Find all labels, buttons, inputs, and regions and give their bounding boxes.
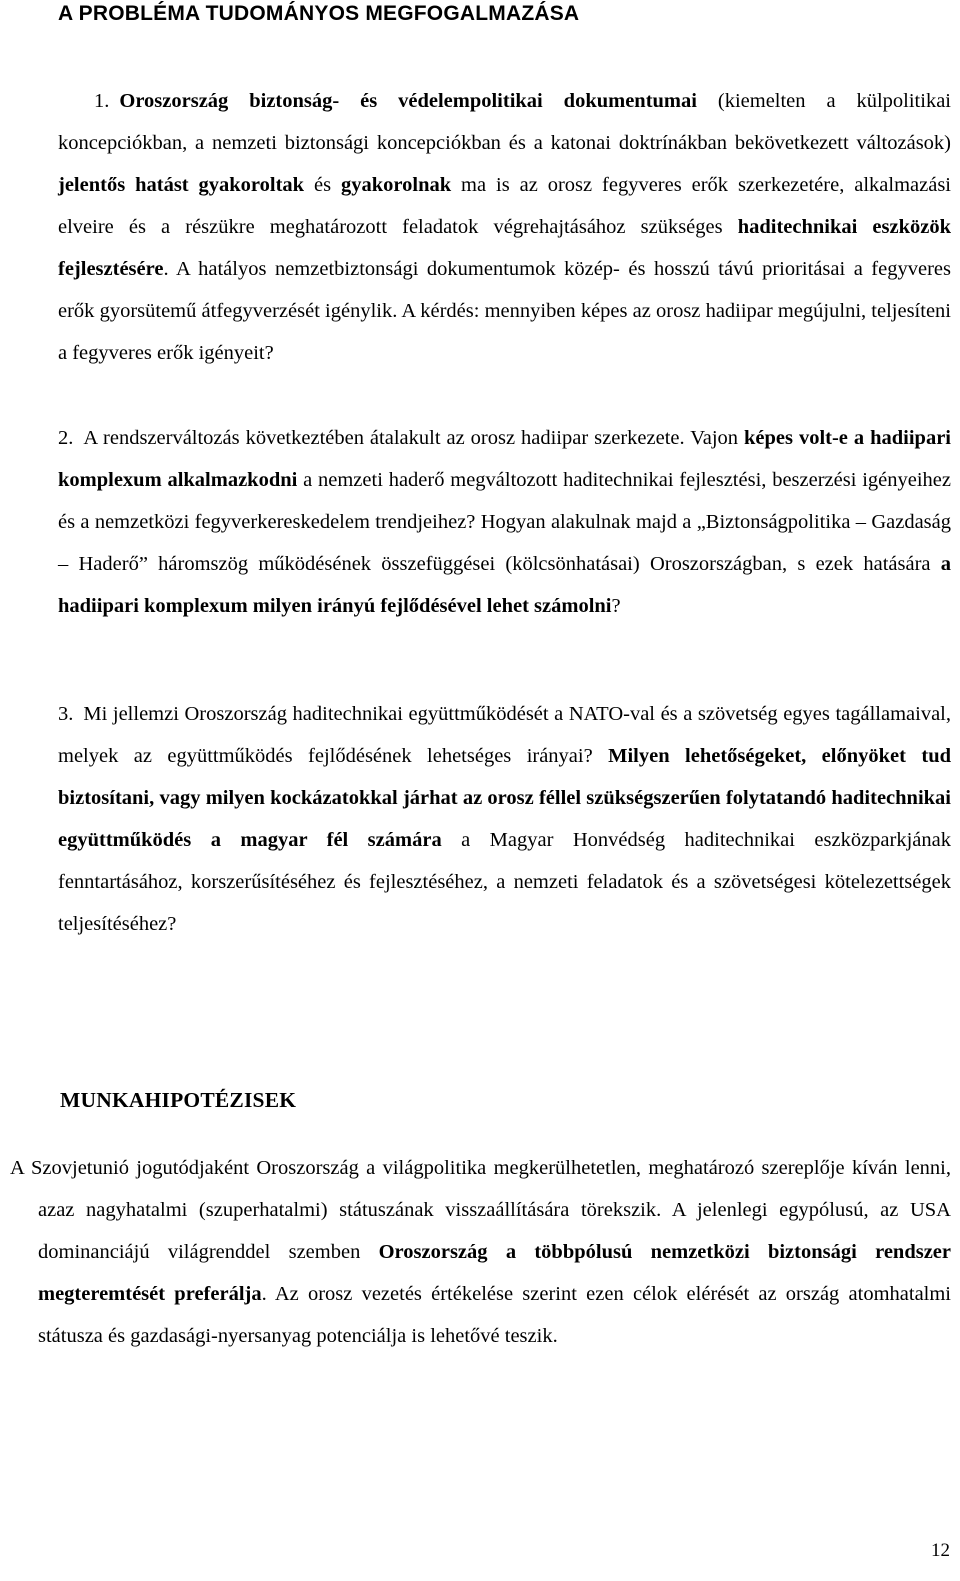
hypotheses-heading: MUNKAHIPOTÉZISEK <box>60 1088 297 1112</box>
question-3 <box>58 693 951 945</box>
item-number: 2. <box>58 427 74 449</box>
bold-text: Oroszország biztonság- és védelempolitikai dokumentumai <box>119 90 697 112</box>
section-title: A PROBLÉMA TUDOMÁNYOS MEGFOGALMAZÁSA <box>58 2 580 25</box>
text: . Az orosz vezetés értékelése szerint ezen célok elérését az ország atomhatalmi státusza és gazdasági-nyersanyag potenciálja is lehetővé teszik. <box>38 1283 952 1347</box>
text: a nemzeti haderő megváltozott haditechnikai fejlesztési, beszerzési igényeihez és a nemzetközi fegyverkereskedelem trendjeihez? Hogyan alakulnak majd a „Biztonságpolitika – Gazdaság – Haderő” háromszög működésének összefüggései (kölcsönhatásai) Oroszországban, s ezek hatására <box>58 469 951 575</box>
question-2 <box>58 417 951 627</box>
text: a Magyar Honvédség haditechnikai eszközparkjának fenntartásához, korszerűsítéséhez és fejlesztéséhez, a nemzeti feladatok és a szövetségesi kötelezettségek teljesítéséhez? <box>58 829 951 935</box>
bold-text: jelentős hatást gyakoroltak <box>58 174 305 196</box>
hypothesis-1 <box>0 1147 951 1357</box>
text: . A hatályos nemzetbiztonsági dokumentumok közép- és hosszú távú prioritásai a fegyveres erők gyorsütemű átfegyverzését igénylik. A kérdés: mennyiben képes az orosz hadiipar megújulni, teljesíteni a fegyveres erők igényeit? <box>58 258 951 364</box>
question-1 <box>58 80 951 374</box>
bold-text: Oroszország a többpólusú nemzetközi biztonsági rendszer megteremtését preferálja <box>38 1241 951 1305</box>
text: A rendszerváltozás következtében átalakult az orosz hadiipar szerkezete. Vajon <box>83 427 745 449</box>
bold-text: Milyen lehetőségeket, előnyöket tud biztosítani, vagy milyen kockázatokkal járhat az orosz féllel szükségszerűen folytatandó haditechnikai együttműködés a magyar fél számára <box>58 745 951 851</box>
text: és <box>304 174 341 196</box>
bold-text: haditechnikai eszközök fejlesztésére <box>58 216 951 280</box>
item-number: 3. <box>58 703 74 725</box>
text: (kiemelten a külpolitikai koncepciókban, a nemzeti biztonsági koncepciókban és a katonai doktrínákban bekövetkezett változások) <box>58 90 951 154</box>
bold-text: képes volt-e a hadiipari komplexum alkalmazkodni <box>58 427 951 491</box>
text: A Szovjetunió jogutódjaként Oroszország a világpolitika megkerülhetetlen, meghatározó szereplője kíván lenni, azaz nagyhatalmi (szuperhatalmi) státuszának visszaállítására törekszik. A jelenlegi egypólusú, az USA dominanciájú világrenddel szemben <box>10 1157 951 1263</box>
bold-text: gyakorolnak <box>341 174 452 196</box>
item-number: 1. <box>94 90 110 112</box>
page-number: 12 <box>931 1540 950 1561</box>
text: ? <box>611 595 621 617</box>
bold-text: a hadiipari komplexum milyen irányú fejlődésével lehet számolni <box>58 553 951 617</box>
text: ma is az orosz fegyveres erők szerkezetére, alkalmazási elveire és a részükre meghatározott feladatok végrehajtásához szükséges <box>58 174 952 238</box>
text: Mi jellemzi Oroszország haditechnikai együttműködését a NATO-val és a szövetség egyes tagállamaival, melyek az együttműködés fejlődésének lehetséges irányai? <box>58 703 951 767</box>
